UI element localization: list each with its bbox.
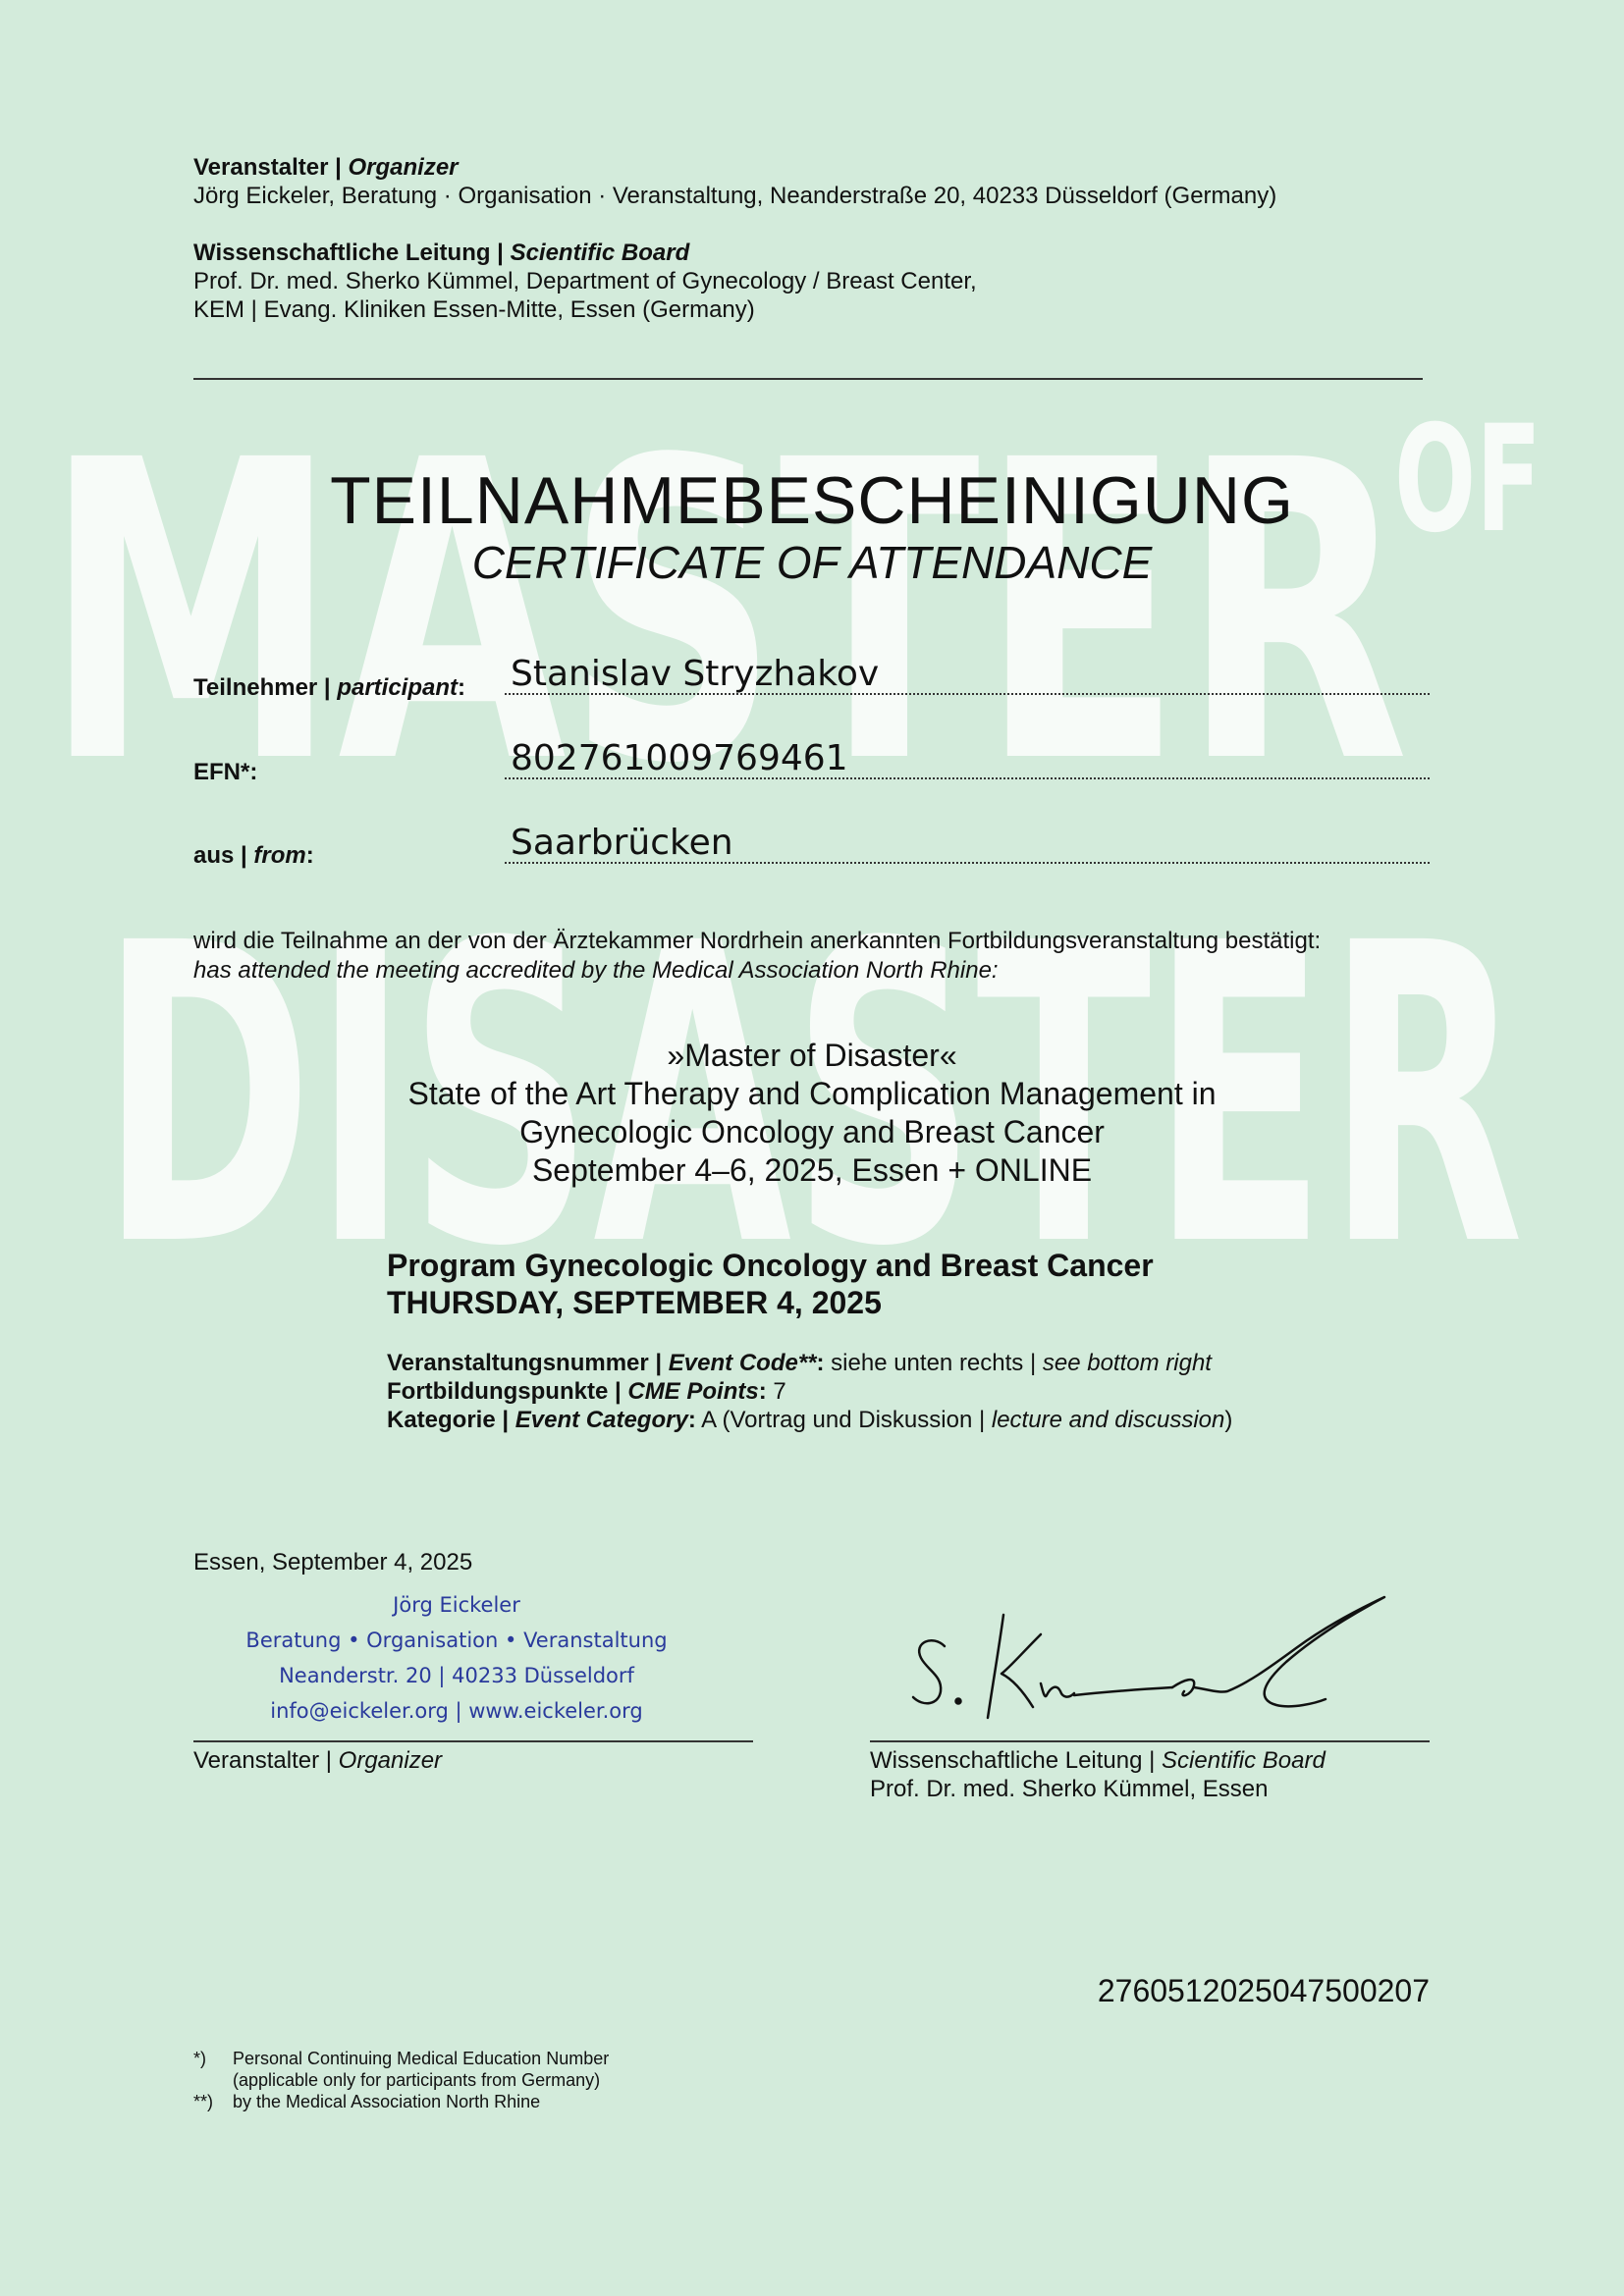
stamp-line3: Neanderstr. 20 | 40233 Düsseldorf [279,1664,634,1687]
participant-label [193,673,465,702]
footnote-1-mark: *) [193,2049,206,2068]
from-label [193,841,314,870]
event-subtitle-2: Gynecologic Oncology and Breast Cancer [519,1114,1105,1149]
watermark-line2: DISASTER [100,857,1524,1337]
confirmation-de: wird die Teilnahme an der von der Ärztekammer Nordrhein anerkannten Fortbildungsveranstaltung bestätigt: [193,928,1322,954]
board-line2: KEM | Evang. Kliniken Essen-Mitte, Essen (Germany) [193,296,755,323]
stamp-line4: info@eickeler.org | www.eickeler.org [270,1699,643,1723]
board-signature-label [870,1746,1326,1803]
category-close: ) [1224,1407,1233,1433]
event-code-label-en: Event Code** [668,1350,817,1376]
cme-points-row [387,1377,1232,1406]
organizer-label-de: Veranstalter | [193,154,349,181]
participant-dotted-line [505,693,1430,695]
event-code-row [387,1349,1232,1377]
sig-left-label-en: Organizer [338,1747,443,1774]
cme-points-colon: : [758,1378,767,1405]
category-label-de: Kategorie | [387,1407,515,1433]
title-english: CERTIFICATE OF ATTENDANCE [471,537,1153,588]
from-label-de: aus | [193,842,254,869]
efn-value: 802761009769461 [511,738,848,778]
event-subtitle-1: State of the Art Therapy and Complication Management in [407,1076,1217,1111]
cme-points-label-en: CME Points [627,1378,759,1405]
event-name: »Master of Disaster« [667,1038,957,1073]
footnote-1 [193,2048,609,2069]
organizer-stamp [245,1587,668,1729]
handwritten-signature [893,1585,1404,1733]
organizer-text: Jörg Eickeler, Beratung · Organisation · Veranstaltung, Neanderstraße 20, 40233 Düsseldorf (Germany) [193,183,1277,209]
footnote-2 [193,2091,540,2112]
event-block [0,1037,1624,1190]
category-value-en: lecture and discussion [991,1407,1225,1433]
from-label-en: from [253,842,306,869]
from-dotted-line [505,862,1430,864]
program-block [387,1247,1154,1321]
footnote-1-text: Personal Continuing Medical Education Number [233,2049,610,2068]
sig-left-label-de: Veranstalter | [193,1747,339,1774]
organizer-block [193,153,1276,210]
date-place: Essen, September 4, 2025 [193,1549,473,1575]
event-code-label-de: Veranstaltungsnummer | [387,1350,669,1376]
cme-points-label-de: Fortbildungspunkte | [387,1378,628,1405]
from-label-colon: : [305,842,314,869]
stamp-line1: Jörg Eickeler [393,1593,520,1617]
participant-label-colon: : [458,674,465,701]
event-code-value-en: see bottom right [1042,1350,1212,1376]
event-details [387,1349,1232,1434]
board-line1: Prof. Dr. med. Sherko Kümmel, Department of Gynecology / Breast Center, [193,268,977,294]
confirmation-en: has attended the meeting accredited by the Medical Association North Rhine: [193,957,999,984]
footnote-1-continued: (applicable only for participants from Germany) [233,2070,601,2090]
sig-right-name: Prof. Dr. med. Sherko Kümmel, Essen [870,1776,1269,1802]
category-colon: : [687,1407,696,1433]
organizer-signature-label [193,1746,442,1775]
program-line2: THURSDAY, SEPTEMBER 4, 2025 [387,1285,882,1320]
from-value: Saarbrücken [511,823,733,863]
event-category-row [387,1406,1232,1434]
efn-dotted-line [505,777,1430,779]
event-dates: September 4–6, 2025, Essen + ONLINE [531,1152,1093,1188]
cme-points-value: 7 [766,1378,786,1405]
participant-label-en: participant [337,674,458,701]
category-label-en: Event Category [514,1407,688,1433]
sig-right-label-de: Wissenschaftliche Leitung | [870,1747,1163,1774]
title-german: TEILNAHMEBESCHEINIGUNG [330,463,1294,538]
event-code-colon: : [816,1350,825,1376]
footnote-2-text: by the Medical Association North Rhine [233,2092,541,2111]
scientific-board-block [193,239,977,324]
board-label-en: Scientific Board [510,240,690,266]
sig-right-label-en: Scientific Board [1162,1747,1326,1774]
board-label-de: Wissenschaftliche Leitung | [193,240,511,266]
efn-label: EFN*: [193,759,258,785]
program-line1: Program Gynecologic Oncology and Breast Cancer [387,1248,1154,1283]
footnote-2-mark: **) [193,2092,214,2111]
header-divider [193,378,1423,380]
watermark-of: OF [1394,395,1542,565]
event-code-number: 2760512025047500207 [1097,1973,1430,2008]
event-code-value-de: siehe unten rechts | [824,1350,1043,1376]
participant-value: Stanislav Stryzhakov [511,654,880,694]
stamp-line2: Beratung • Organisation • Veranstaltung [245,1629,668,1652]
organizer-label-en: Organizer [348,154,459,181]
category-value-de: A (Vortrag und Diskussion | [695,1407,992,1433]
confirmation-text [193,927,1321,986]
watermark-line1: MASTER [44,374,1409,854]
organizer-signature-line [193,1740,753,1742]
board-signature-line [870,1740,1430,1742]
participant-label-de: Teilnehmer | [193,674,338,701]
